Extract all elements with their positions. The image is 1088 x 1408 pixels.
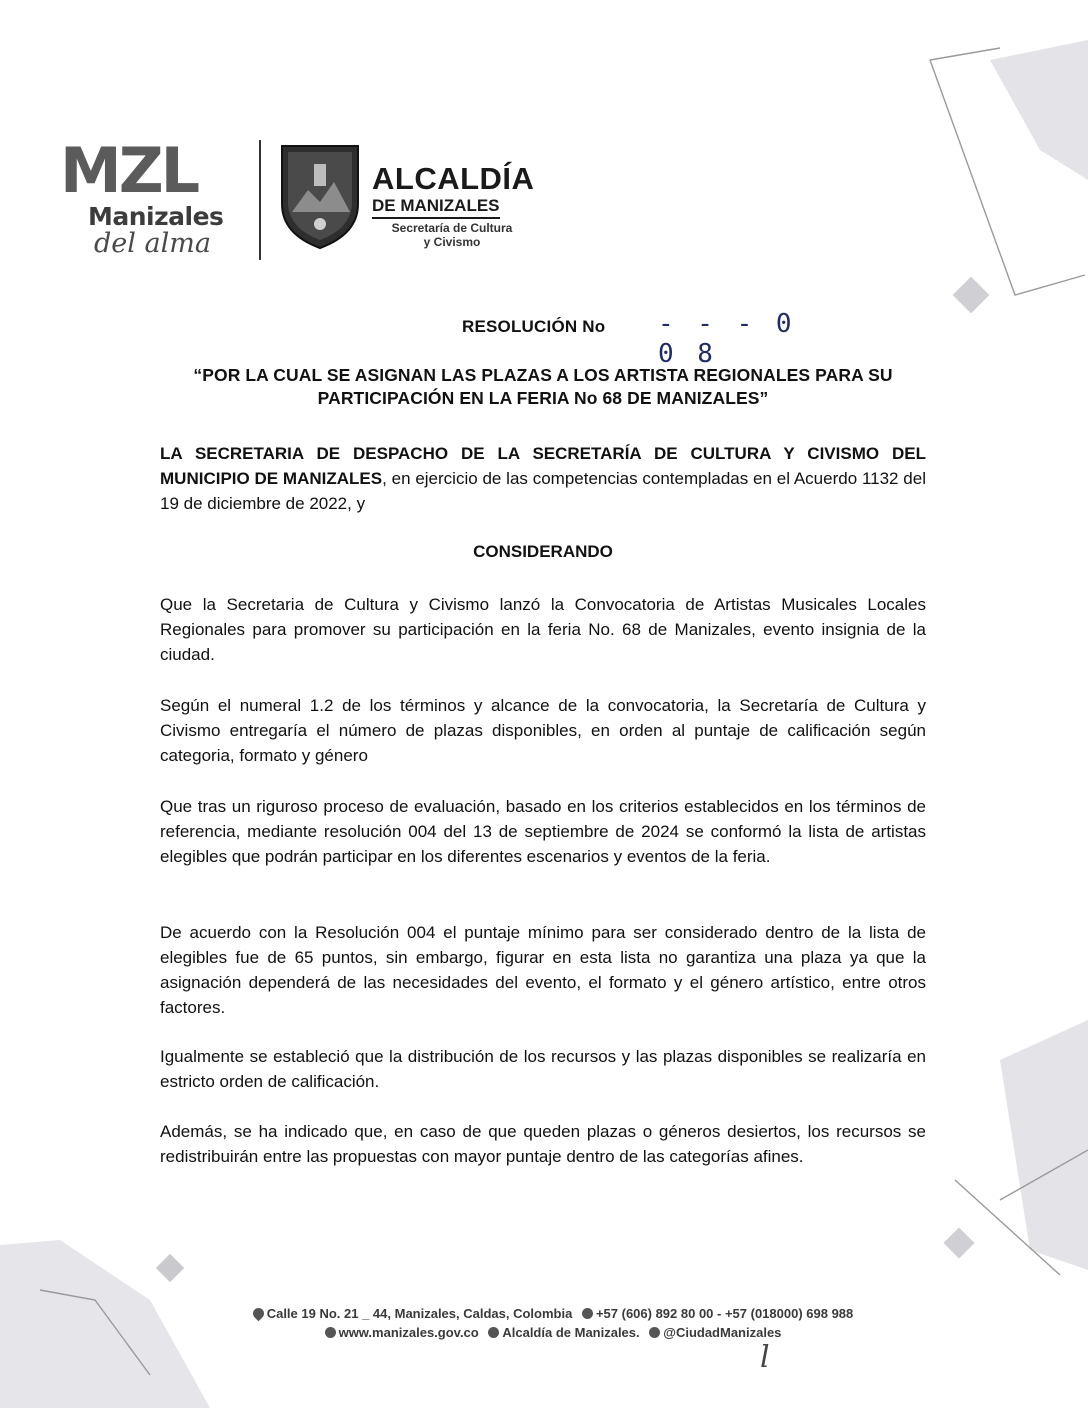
resolution-label: RESOLUCIÓN No [462,317,606,336]
mzl-logo-tagline: del alma [94,228,211,259]
alcaldia-title: ALCALDÍA [372,161,535,196]
handwritten-initial: l [760,1340,770,1375]
city-shield-icon [278,142,362,252]
document-title: “POR LA CUAL SE ASIGNAN LAS PLAZAS A LOS ARTISTA REGIONALES PARA SU PARTICIPACIÓN EN LA FERIA No 68 DE MANIZALES” [193,365,893,408]
considerando-heading: CONSIDERANDO [473,542,613,561]
paragraph-6: Además, se ha indicado que, en caso de que queden plazas o géneros desiertos, los recursos se redistribuirán entre las propuestas con mayor puntaje dentro de las categorías afines. [160,1122,926,1166]
mzl-logo-city: Manizales [88,202,224,231]
mzl-logo [60,134,240,260]
mzl-logo-letters: MZL [60,134,198,207]
department-name [372,222,532,250]
paragraph-2: Según el numeral 1.2 de los términos y alcance de la convocatoria, la Secretaría de Cultura y Civismo entregaría el número de plazas disponibles, en orden al puntaje de calificación según categoria, formato y género [160,696,926,765]
department-line-1: Secretaría de Cultura [391,221,513,235]
location-pin-icon [250,1306,266,1322]
footer-address: Calle 19 No. 21 _ 44, Manizales, Caldas, Colombia [266,1306,573,1321]
preamble-authority: LA SECRETARIA DE DESPACHO DE LA SECRETARÍA DE CULTURA Y CIVISMO DEL MUNICIPIO DE MANIZALES [160,444,926,488]
footer-row-2 [190,1323,910,1342]
resolution-number: - - - 0 0 8 [658,309,796,369]
page-footer [190,1304,910,1342]
paragraph-4: De acuerdo con la Resolución 004 el puntaje mínimo para ser considerado dentro de la lista de elegibles fue de 65 puntos, sin embargo, figurar en esta lista no garantiza una plaza ya que la asignación dependerá de las necesidades del evento, el formato y el género artístico, entre otros factores. [160,923,926,1017]
globe-icon [325,1327,336,1338]
instagram-facebook-icon [488,1327,499,1338]
alcaldia-logo [372,163,562,250]
footer-facebook: Alcaldía de Manizales. [502,1325,640,1340]
footer-row-1 [190,1304,910,1323]
footer-website[interactable]: www.manizales.gov.co [338,1325,479,1340]
logo-divider [259,140,261,260]
paragraph-1: Que la Secretaria de Cultura y Civismo lanzó la Convocatoria de Artistas Musicales Locales Regionales para promover su participación en la feria No. 68 de Manizales, evento insignia de la ciudad. [160,595,926,664]
alcaldia-subtitle: DE MANIZALES [372,196,500,219]
resolution-number-line [462,309,822,369]
paragraph-3: Que tras un riguroso proceso de evaluación, basado en los criterios establecidos en los términos de referencia, mediante resolución 004 del 13 de septiembre de 2024 se conformó la lista de artistas elegibles que podrán participar en los diferentes escenarios y eventos de la feria. [160,797,926,866]
preamble-paragraph [160,441,926,516]
department-line-2: y Civismo [423,234,481,249]
social-media-icon [649,1327,660,1338]
footer-social: @CiudadManizales [663,1325,782,1340]
preamble-text: , en ejercicio de las competencias contempladas en el Acuerdo 1132 del 19 de diciembre de 2022, y [160,469,926,513]
footer-phone: +57 (606) 892 80 00 - +57 (018000) 698 988 [595,1306,854,1321]
phone-icon [582,1308,593,1319]
paragraph-5: Igualmente se estableció que la distribución de los recursos y las plazas disponibles se realizaría en estricto orden de calificación. [160,1047,926,1091]
